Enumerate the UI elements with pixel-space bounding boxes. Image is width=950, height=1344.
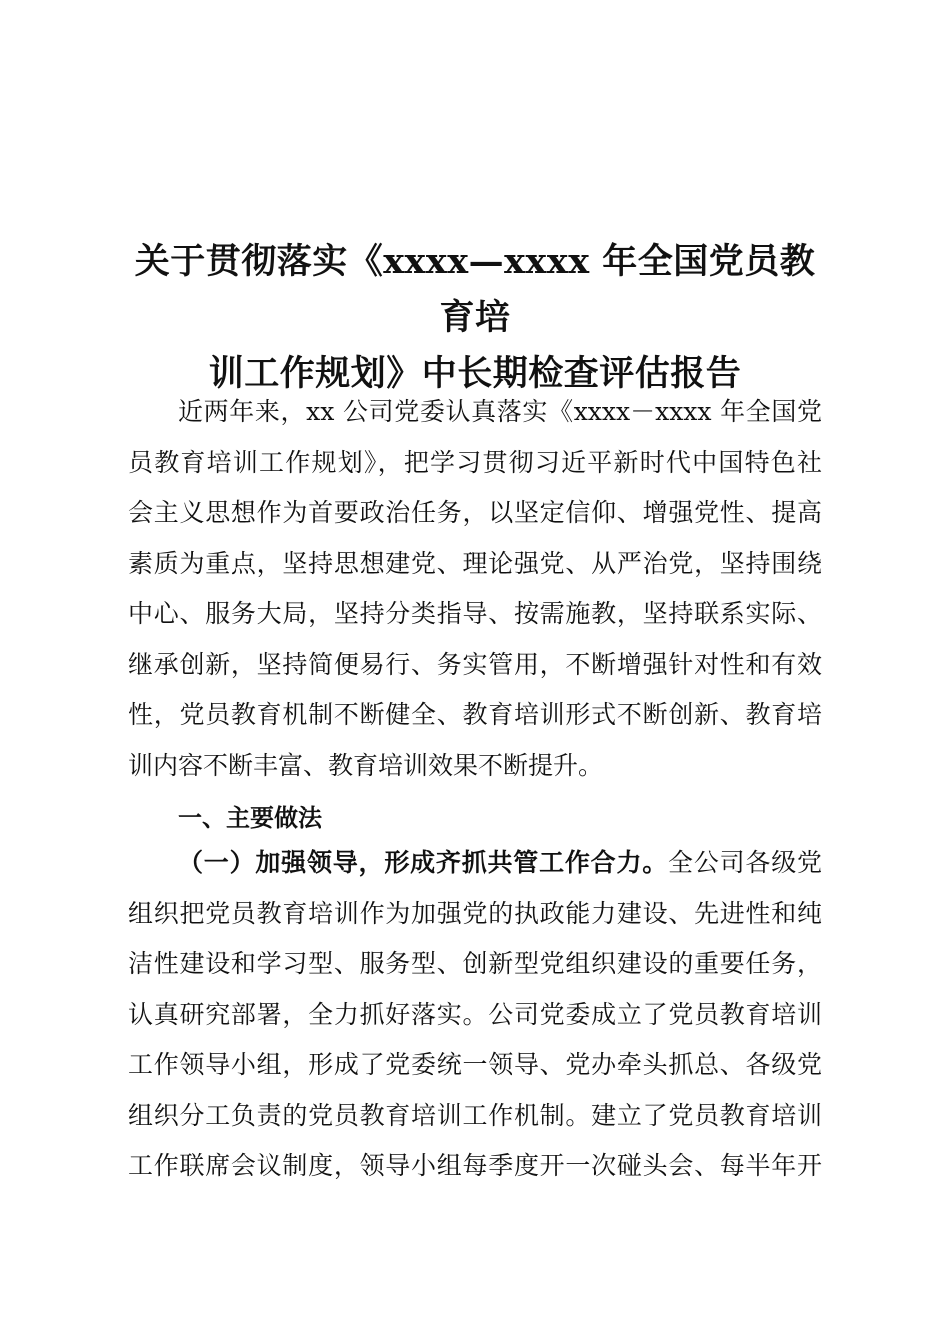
subsection-line: 组织分工负责的党员教育培训工作机制。建立了党员教育培训	[128, 1100, 822, 1130]
intro-line: 中心、服务大局，坚持分类指导、按需施教，坚持联系实际、	[128, 599, 822, 628]
subsection-heading: （一）加强领导，形成齐抓共管工作合力。	[178, 848, 669, 877]
subsection-paragraph	[128, 838, 822, 1192]
section-heading: 一、主要做法	[178, 804, 322, 832]
intro-line: 训内容不断丰富、教育培训效果不断提升。	[128, 750, 604, 780]
intro-line: 继承创新，坚持简便易行、务实管用，不断增强针对性和有效	[128, 649, 822, 679]
title-line-2: 训工作规划》中长期检查评估报告	[208, 353, 742, 394]
subsection-line: 认真研究部署，全力抓好落实。公司党委成立了党员教育培训	[128, 999, 822, 1029]
subsection-line: 洁性建设和学习型、服务型、创新型党组织建设的重要任务，	[128, 949, 822, 978]
title-line-1: 关于贯彻落实《xxxx—xxxx 年全国党员教育培	[134, 241, 816, 338]
intro-line: 近两年来，xx 公司党委认真落实《xxxx－xxxx 年全国党	[178, 397, 822, 426]
intro-line: 素质为重点，坚持思想建党、理论强党、从严治党，坚持围绕	[128, 548, 822, 578]
subsection-line: 工作领导小组，形成了党委统一领导、党办牵头抓总、各级党	[128, 1050, 822, 1079]
document-title	[120, 234, 830, 402]
intro-line: 性，党员教育机制不断健全、教育培训形式不断创新、教育培	[128, 700, 822, 729]
subsection-line: 工作联席会议制度，领导小组每季度开一次碰头会、每半年开	[128, 1151, 822, 1180]
subsection-line: 组织把党员教育培训作为加强党的执政能力建设、先进性和纯	[128, 898, 822, 928]
intro-line: 员教育培训工作规划》，把学习贯彻习近平新时代中国特色社	[128, 447, 822, 477]
subsection-first-line	[128, 838, 822, 889]
intro-paragraph	[128, 387, 822, 791]
intro-line: 会主义思想作为首要政治任务，以坚定信仰、增强党性、提高	[128, 498, 822, 527]
subsection-first-line-rest: 全公司各级党	[668, 848, 822, 877]
